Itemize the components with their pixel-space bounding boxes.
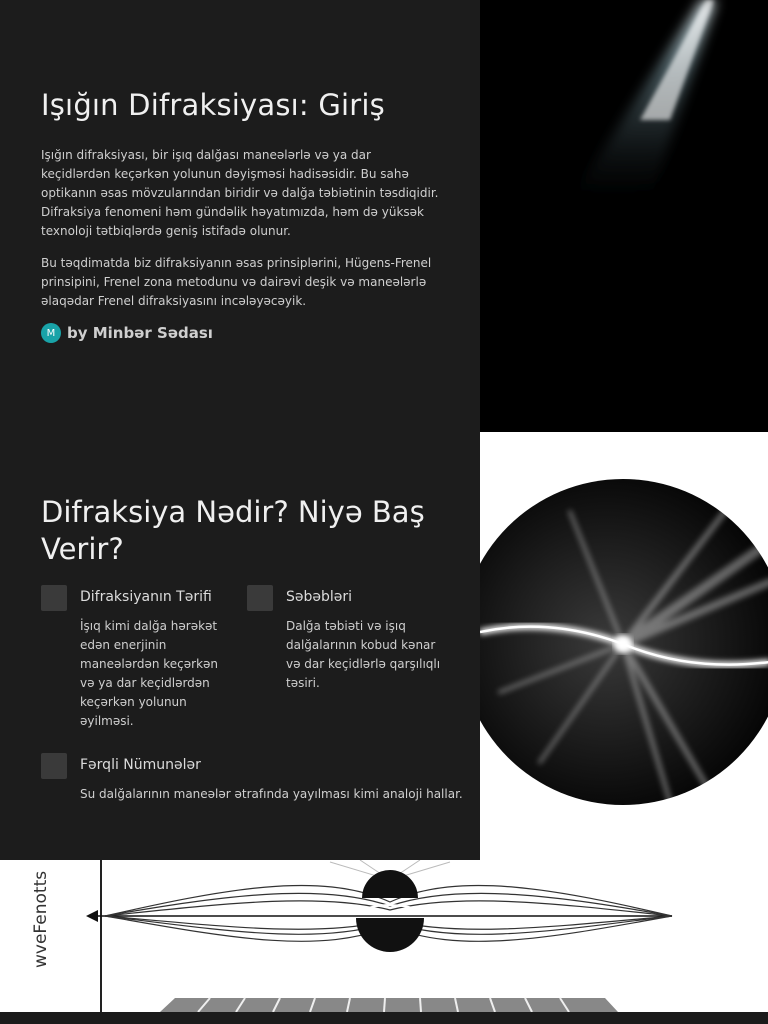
card-icon — [41, 585, 67, 611]
card-title: Səbəbləri — [286, 589, 353, 605]
slide-what-is-diffraction — [0, 432, 480, 864]
bottom-bar — [0, 1012, 768, 1024]
slide-intro — [0, 0, 768, 432]
avatar: M — [41, 323, 61, 343]
diffraction-circle-image — [480, 432, 768, 864]
slide-title: Işığın Difraksiyası: Giriş — [41, 88, 385, 122]
light-beam-image — [480, 0, 768, 432]
card-icon — [247, 585, 273, 611]
intro-paragraph-2: Bu təqdimatda biz difraksiyanın əsas prinsiplərini, Hügens-Frenel prinsipini, Frenel zona metodunu və dairəvi deşik və maneələrlə əlaqədar Frenel difraksiyasını incələyəcəyik. — [41, 256, 432, 308]
card-title: Difraksiyanın Tərifi — [80, 589, 212, 605]
card-icon — [41, 753, 67, 779]
wavefront-diagram-image — [0, 860, 768, 1012]
intro-paragraph-1: Işığın difraksiyası, bir işıq dalğası maneələrlə və ya dar keçidlərdən keçərkən yolunun dəyişməsi hadisəsidir. Bu sahə optikanın əsas mövzularından biridir və dalğa təbiətinin təsdiqidir. Difraksiya fenomeni həm gündəlik həyatımızda, həm də yüksək texnoloji tətbiqlərdə geniş istifadə olunur. — [41, 148, 439, 238]
author-byline — [41, 323, 213, 343]
card-description: Su dalğalarının maneələr ətrafında yayılması kimi analoji hallar. — [80, 787, 463, 801]
card-description: İşıq kimi dalğa hərəkət edən enerjinin maneələrdən keçərkən və ya dar keçidlərdən keçərkən yolunun əyilməsi. — [80, 619, 219, 728]
axis-label: wveFenotts — [31, 870, 51, 968]
card-description: Dalğa təbiəti və işıq dalğalarının kobud kənar və dar keçidlərlə qarşılıqlı təsiri. — [286, 619, 441, 690]
slide-title: Difraksiya Nədir? Niyə Baş Verir? — [41, 495, 425, 566]
author-name: by Minbər Sədası — [67, 324, 213, 342]
card-title: Fərqli Nümunələr — [80, 757, 201, 773]
